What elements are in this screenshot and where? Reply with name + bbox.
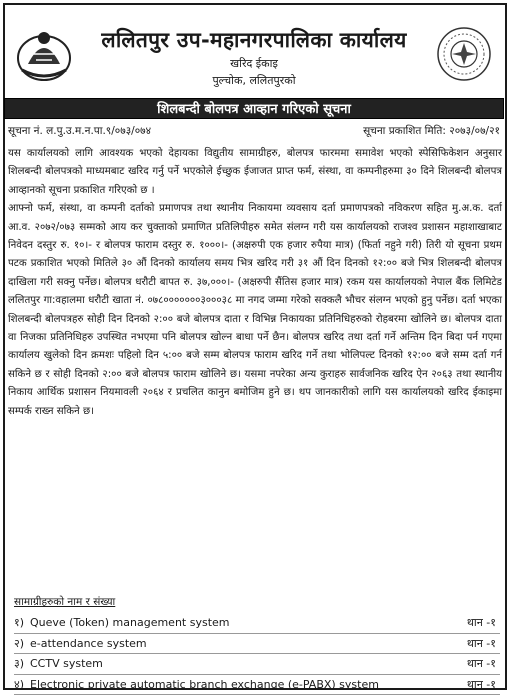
item-name: Electronic private automatic branch exchange (e-PABX) system	[30, 677, 379, 691]
unit-name: खरिद ईकाइ	[230, 57, 278, 70]
items-heading: सामाग्रीहरुको नाम र संख्या	[14, 596, 116, 608]
item-name: e-attendance system	[30, 636, 147, 650]
notice-header	[0, 0, 512, 98]
municipality-seal-icon	[436, 26, 492, 82]
list-item	[14, 613, 500, 634]
item-quantity: थान -१	[466, 677, 496, 691]
notice-number: सूचना नं. ल.पु.उ.म.न.पा.९/०७३/०७४	[8, 125, 152, 137]
items-list	[14, 613, 500, 695]
item-number: २)	[14, 636, 25, 650]
list-item	[14, 654, 500, 675]
item-name: Queve (Token) management system	[30, 616, 230, 629]
item-quantity: थान -१	[466, 616, 496, 629]
reference-line	[8, 124, 500, 138]
item-number: ३)	[14, 657, 25, 670]
notice-body	[8, 145, 502, 421]
item-quantity: थान -१	[466, 636, 496, 650]
item-number: ४)	[14, 677, 25, 691]
notice-banner: शिलबन्दी बोलपत्र आव्हान गरिएको सूचना	[4, 98, 504, 119]
nepal-government-emblem-icon	[14, 24, 74, 84]
item-number: १)	[14, 616, 25, 629]
item-quantity: थान -१	[466, 657, 496, 670]
office-title: ललितपुर उप-महानगरपालिका कार्यालय	[101, 28, 407, 52]
paragraph: यस कार्यालयको लागि आवश्यक भएको देहायका विद्युतीय सामाग्रीहरु, बोलपत्र फारममा समावेश भएको स्पेसिफिकेशन अनुसार शिलबन्दी बोलपत्रको माध्यमबाट खरिद गर्नु पर्ने भएकोले ईच्छुक ईजाजत प्राप्त फर्म, संस्था, वा कम्पनीहरुमा ३० दिने शिलबन्दी बोलपत्र आव्हानको सूचना प्रकाशित गरिएको छ ।	[8, 148, 502, 196]
list-item	[14, 634, 500, 655]
item-name: CCTV system	[30, 657, 103, 670]
list-item	[14, 675, 500, 695]
office-address: पुल्चोक, ललितपुरको	[212, 74, 296, 87]
paragraph: आफ्नो फर्म, संस्था, वा कम्पनी दर्ताको प्रमाणपत्र तथा स्थानीय निकायमा व्यवसाय दर्ता प्रमाणपत्रको नविकरण सहित मु.अ.क. दर्ता आ.व. २०७२/०७३ सम्मको आय कर चुक्ताको प्रमाणित प्रतिलिपीहरु समेत संलग्न गरी यस कार्यालयको राजश्व प्रशासन महाशाखाबाट निवेदन दस्तुर रु. १०।- र बोलपत्र फाराम दस्तुर रु. १०००।- (अक्षरुपी एक हजार रुपैया मात्र) (फिर्ता नहुने गरी) तिरी यो सूचना प्रथम पटक प्रकाशित भएको मितिले ३० औं दिनको कार्यालय समय भित्र खरिद गरी ३१ औं दिन दिनको १२:०० बजे भित्र शिलबन्दी बोलपत्र दाखिला गरी सक्नु पर्नेछ। बोलपत्र धरौटी बापत रु. ३७,०००।- (अक्षरुपी सैंतिस हजार मात्र) रकम यस कार्यालयको नेपाल बैंक लिमिटेड ललितपुर गा:वहालमा धरौटी खाता नं. ०७८०००००००३०००३८ मा नगद जम्मा गरेको सक्कलै भौचर संलग्न भएको हुनु पर्नेछ। दर्ता भएका शिलबन्दी बोलपत्रहरु सोही दिन दिनको २:०० बजे बोलपत्र दाता र विभिन्न निकायका प्रतिनिधिहरुको रोहबरमा खोलिने छ। बोलपत्र दाता वा निजका प्रतिनिधिहरु उपस्थित नभएमा पनि बोलपत्र खोल्न बाधा पर्ने छैन। बोलपत्र खरिद तथा दर्ता गर्ने अन्तिम दिन बिदा पर्न गएमा कार्यालय खुलेको दिन क्रमशः पहिलो दिन ५:०० बजे सम्म बोलपत्र फाराम खरिद गर्ने तथा भोलिपल्ट दिनको १२:०० बजे सम्म दर्ता गर्न सकिने छ र सोही दिनको २:०० बजे बोलपत्र फाराम खोलिने छ। यसमा नपरेका अन्य कुराहरु सार्वजनिक खरिद ऐन २०६३ तथा स्थानीय निकाय आर्थिक प्रशासन नियमावली २०६४ र प्रचलित कानुन बमोजिम हुने छ। थप जानकारीको लागि यस कार्यालयको खरिद ईकाइमा सम्पर्क राख्न सकिने छ।	[8, 203, 502, 417]
publish-date: सूचना प्रकाशित मिति: २०७३/०७/२१	[363, 125, 500, 137]
